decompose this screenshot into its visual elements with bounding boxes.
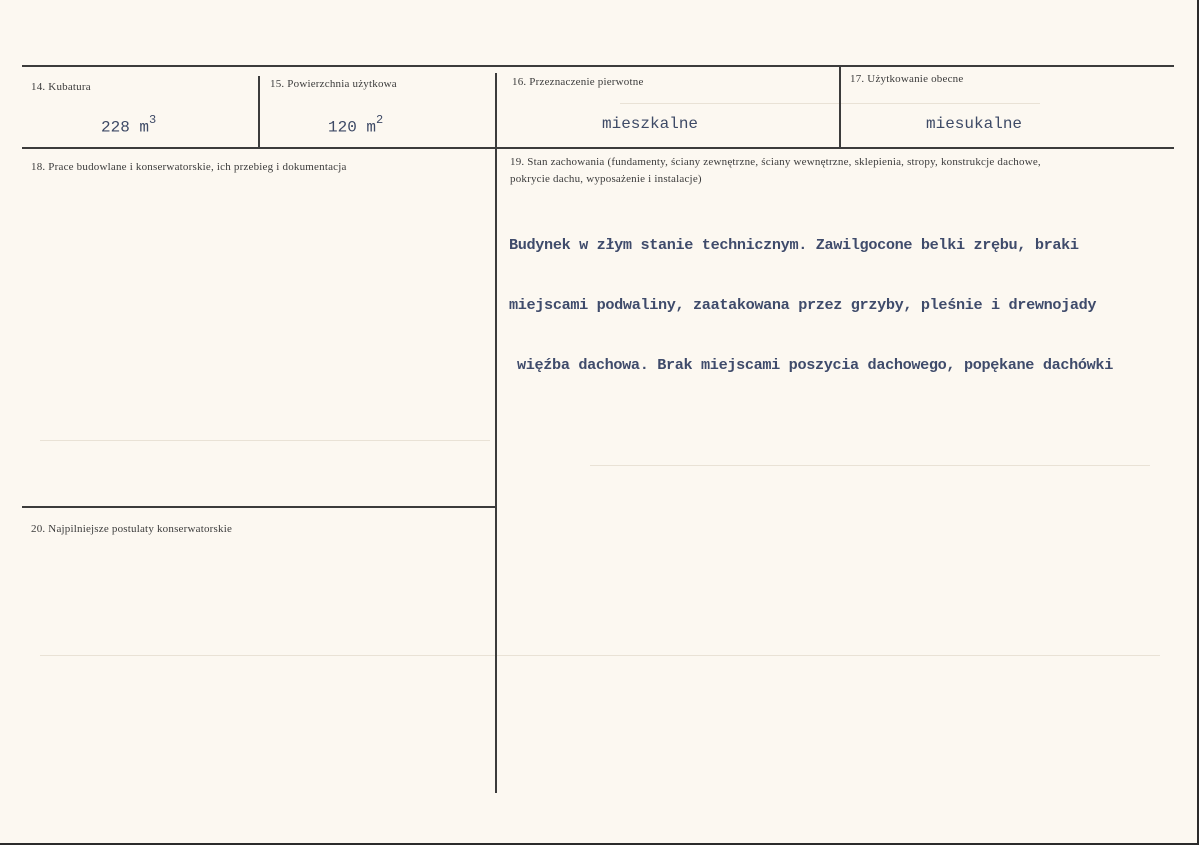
col-divider-2 [495, 73, 497, 793]
field-17-value: miesukalne [926, 115, 1023, 133]
show-through-mark [40, 655, 1160, 656]
unit-exponent: 2 [376, 113, 384, 127]
field-14-value-text: 228 m [101, 118, 150, 137]
field-14-label: 14. Kubatura [31, 81, 91, 93]
unit-exponent: 3 [149, 113, 157, 127]
field-16-value: mieszkalne [602, 115, 699, 133]
field-19-description [509, 195, 1197, 415]
show-through-mark [40, 440, 490, 441]
field-19-label: 19. Stan zachowania (fundamenty, ściany zewnętrzne, ściany wewnętrzne, sklepienia, stropy, konstrukcje dachowe, pokrycie dachu, wyposażenie i instalacje) [510, 156, 1041, 185]
field-17-label: 17. Użytkowanie obecne [850, 73, 964, 85]
description-line: miejscami podwaliny, zaatakowana przez grzyby, pleśnie i drewnojady [509, 296, 1097, 314]
field-15-value [328, 115, 383, 136]
col-divider-1 [258, 76, 260, 148]
section-divider [22, 506, 495, 508]
field-14-value [101, 115, 156, 136]
description-line: Budynek w złym stanie technicznym. Zawilgocone belki zrębu, braki [509, 236, 1079, 254]
show-through-mark [590, 465, 1150, 466]
row-divider [22, 147, 1174, 149]
field-15-value-text: 120 m [328, 118, 377, 137]
field-16-label: 16. Przeznaczenie pierwotne [512, 76, 644, 88]
col-divider-3 [839, 67, 841, 148]
description-line: więźba dachowa. Brak miejscami poszycia dachowego, popękane dachówki [517, 356, 1113, 374]
top-rule [22, 65, 1174, 67]
show-through-mark [620, 103, 1040, 104]
field-20-label: 20. Najpilniejsze postulaty konserwatorskie [31, 523, 233, 535]
field-15-label: 15. Powierzchnia użytkowa [270, 78, 397, 90]
field-18-label: 18. Prace budowlane i konserwatorskie, ich przebieg i dokumentacja [31, 161, 347, 173]
